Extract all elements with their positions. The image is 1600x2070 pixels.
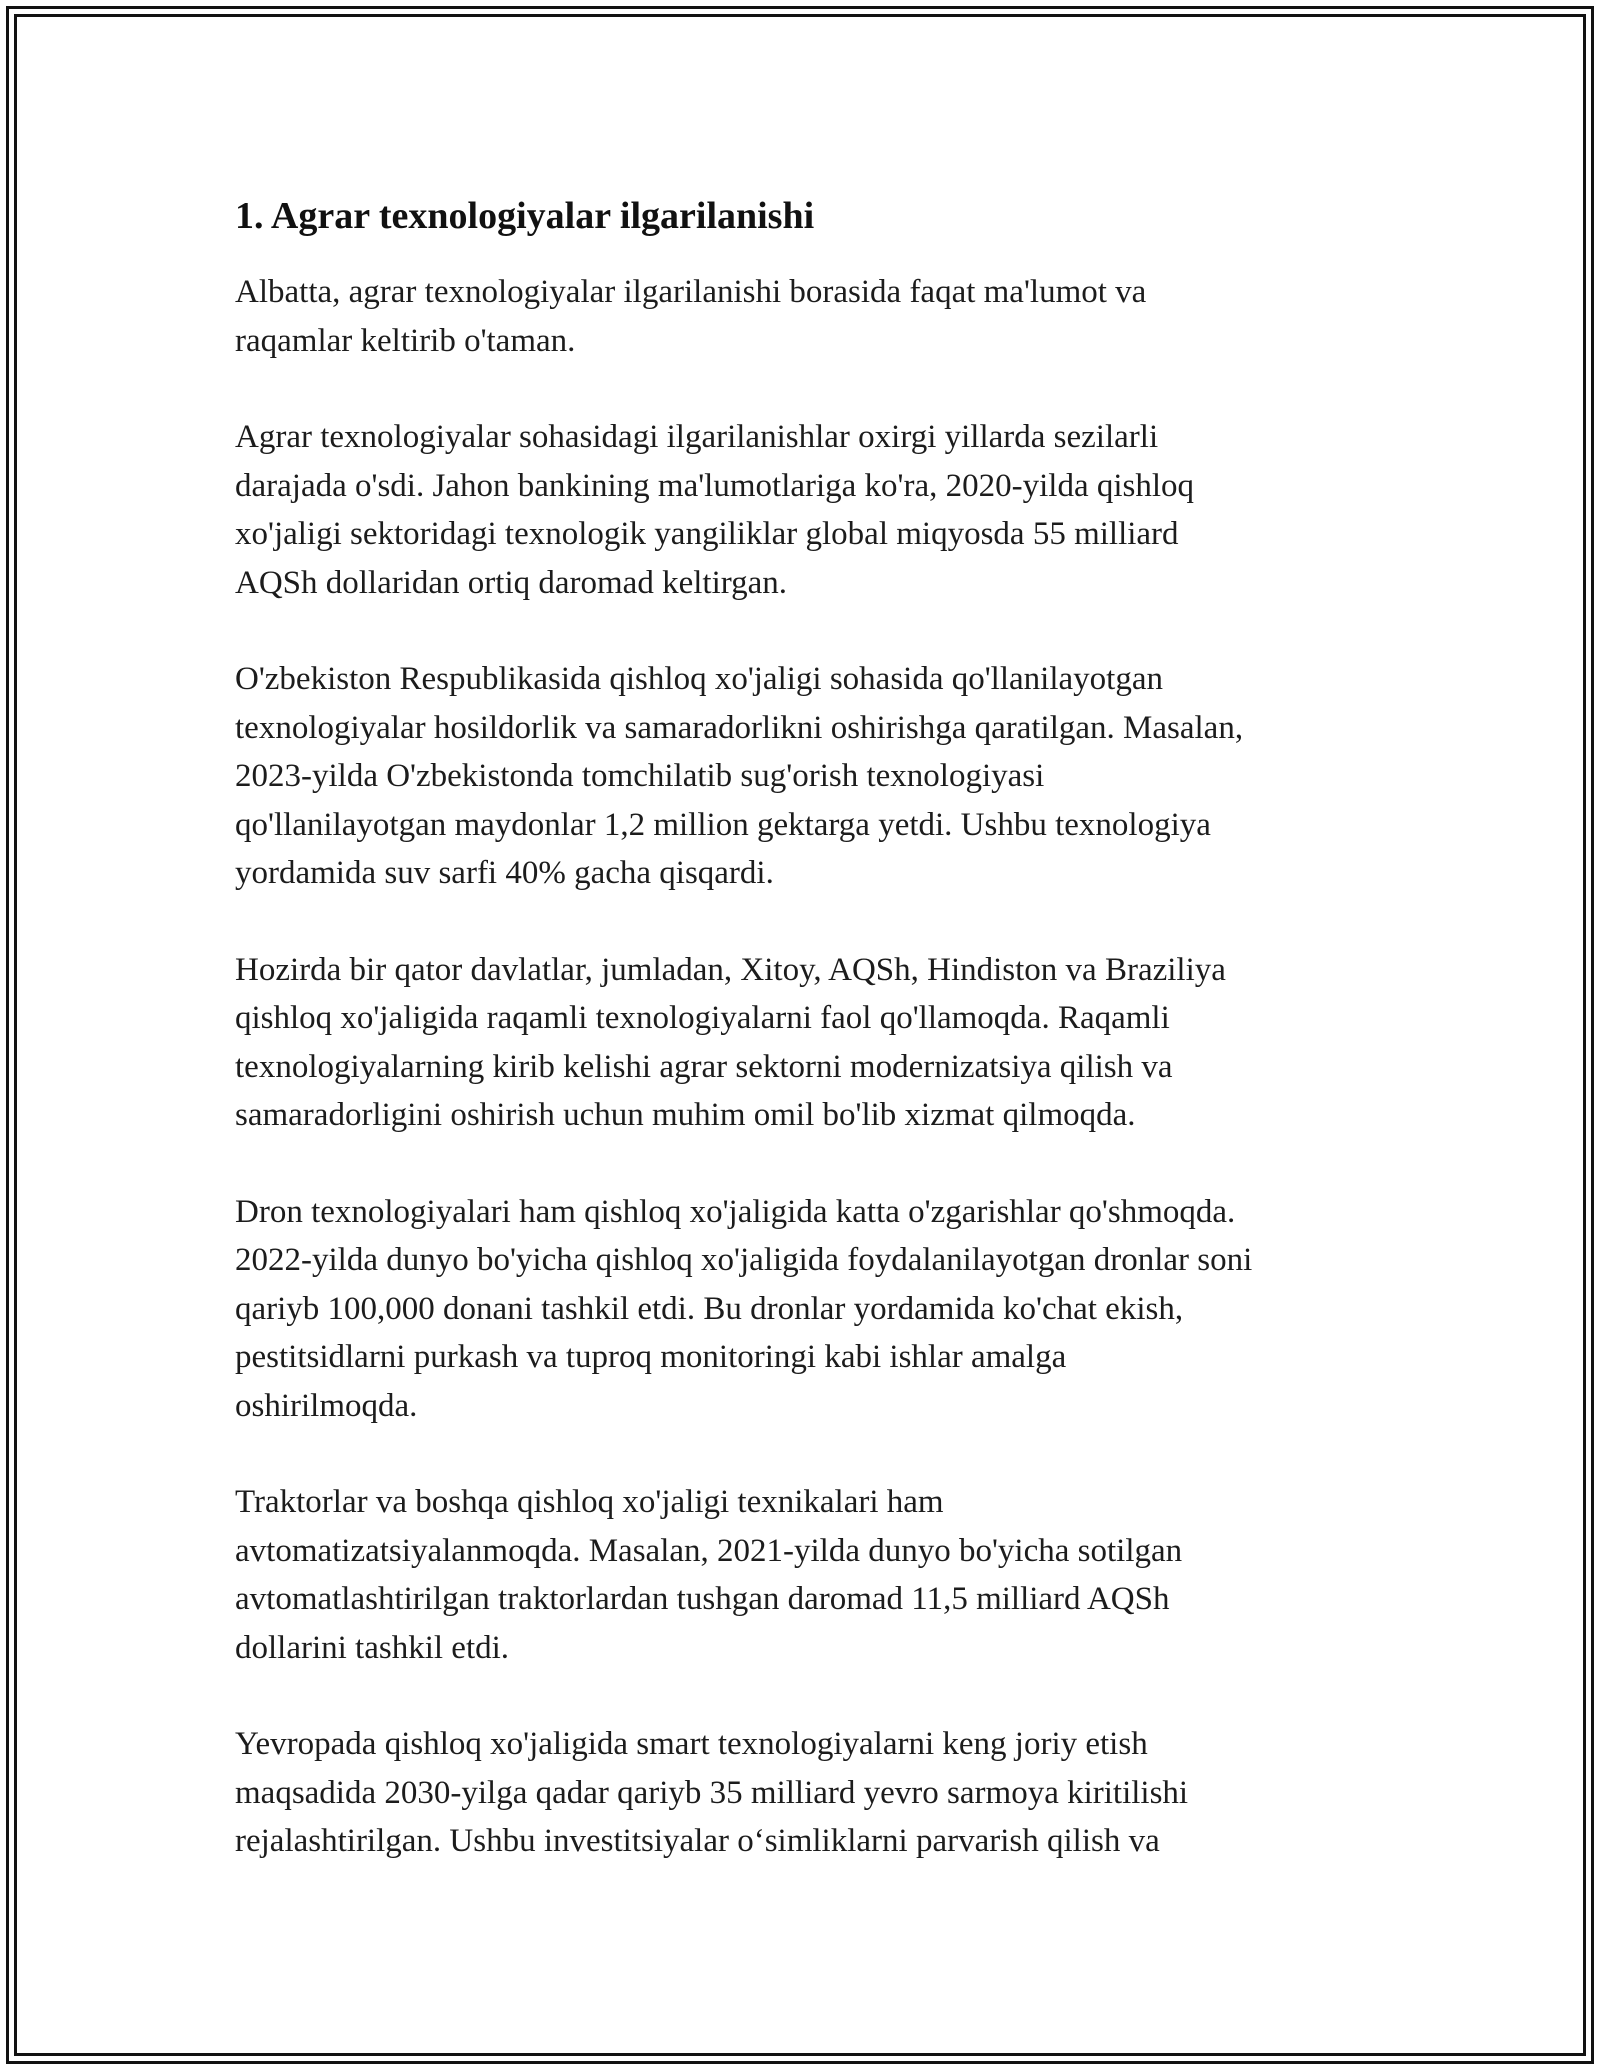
paragraph-drones — [235, 1188, 1395, 1431]
text-line: yordamida suv sarfi 40% gacha qisqardi. — [235, 855, 774, 891]
text-line: avtomatizatsiyalanmoqda. Masalan, 2021-yilda dunyo bo'yicha sotilgan — [235, 1532, 1183, 1569]
document-body — [235, 186, 1395, 1914]
text-line: pestitsidlarni purkash va tuproq monitoringi kabi ishlar amalga — [235, 1339, 1067, 1375]
section-heading: 1. Agrar texnologiyalar ilgarilanishi — [235, 195, 815, 237]
text-line: 2022-yilda dunyo bo'yicha qishloq xo'jaligida foydalanilayotgan dronlar soni — [235, 1242, 1253, 1278]
text-line: Albatta, agrar texnologiyalar ilgarilanishi borasida faqat ma'lumot va — [235, 274, 1147, 310]
text-line: qo'llanilayotgan maydonlar 1,2 million gektarga yetdi. Ushbu texnologiya — [235, 806, 1211, 843]
text-line: Dron texnologiyalari ham qishloq xo'jaligida katta o'zgarishlar qo'shmoqda. — [235, 1193, 1236, 1230]
text-line: O'zbekiston Respublikasida qishloq xo'jaligi sohasida qo'llanilayotgan — [235, 661, 1163, 697]
paragraph-digital-countries — [235, 946, 1395, 1140]
text-line: xo'jaligi sektoridagi texnologik yangiliklar global miqyosda 55 milliard — [235, 516, 1179, 552]
text-line: Hozirda bir qator davlatlar, jumladan, Xitoy, AQSh, Hindiston va Braziliya — [235, 951, 1226, 988]
text-line: Yevropada qishloq xo'jaligida smart texnologiyalarni keng joriy etish — [235, 1726, 1148, 1762]
text-line: AQSh dollaridan ortiq daromad keltirgan. — [235, 564, 788, 601]
paragraph-global-growth — [235, 413, 1395, 607]
text-line: maqsadida 2030-yilga qadar qariyb 35 milliard yevro sarmoya kiritilishi — [235, 1774, 1189, 1811]
text-line: dollarini tashkil etdi. — [235, 1629, 510, 1666]
text-line: 2023-yilda O'zbekistonda tomchilatib sug'orish texnologiyasi — [235, 758, 1045, 794]
text-line: rejalashtirilgan. Ushbu investitsiyalar o‘simliklarni parvarish qilish va — [235, 1823, 1160, 1859]
text-line: Agrar texnologiyalar sohasidagi ilgarilanishlar oxirgi yillarda sezilarli — [235, 419, 1159, 455]
text-line: texnologiyalarning kirib kelishi agrar sektorni modernizatsiya qilish va — [235, 1048, 1173, 1085]
text-line: qishloq xo'jaligida raqamli texnologiyalarni faol qo'llamoqda. Raqamli — [235, 1000, 1170, 1036]
paragraph-uzbekistan — [235, 655, 1395, 898]
paragraph-europe — [235, 1720, 1395, 1866]
paragraph-intro — [235, 268, 1395, 365]
text-line: qariyb 100,000 donani tashkil etdi. Bu dronlar yordamida ko'chat ekish, — [235, 1290, 1184, 1327]
text-line: avtomatlashtirilgan traktorlardan tushgan daromad 11,5 milliard AQSh — [235, 1581, 1170, 1617]
paragraph-tractors — [235, 1478, 1395, 1672]
text-line: samaradorligini oshirish uchun muhim omil bo'lib xizmat qilmoqda. — [235, 1097, 1136, 1133]
text-line: raqamlar keltirib o'taman. — [235, 322, 576, 359]
text-line: texnologiyalar hosildorlik va samaradorlikni oshirishga qaratilgan. Masalan, — [235, 709, 1244, 746]
text-line: Traktorlar va boshqa qishloq xo'jaligi texnikalari ham — [235, 1484, 944, 1520]
text-line: darajada o'sdi. Jahon bankining ma'lumotlariga ko'ra, 2020-yilda qishloq — [235, 467, 1195, 504]
text-line: oshirilmoqda. — [235, 1387, 418, 1424]
